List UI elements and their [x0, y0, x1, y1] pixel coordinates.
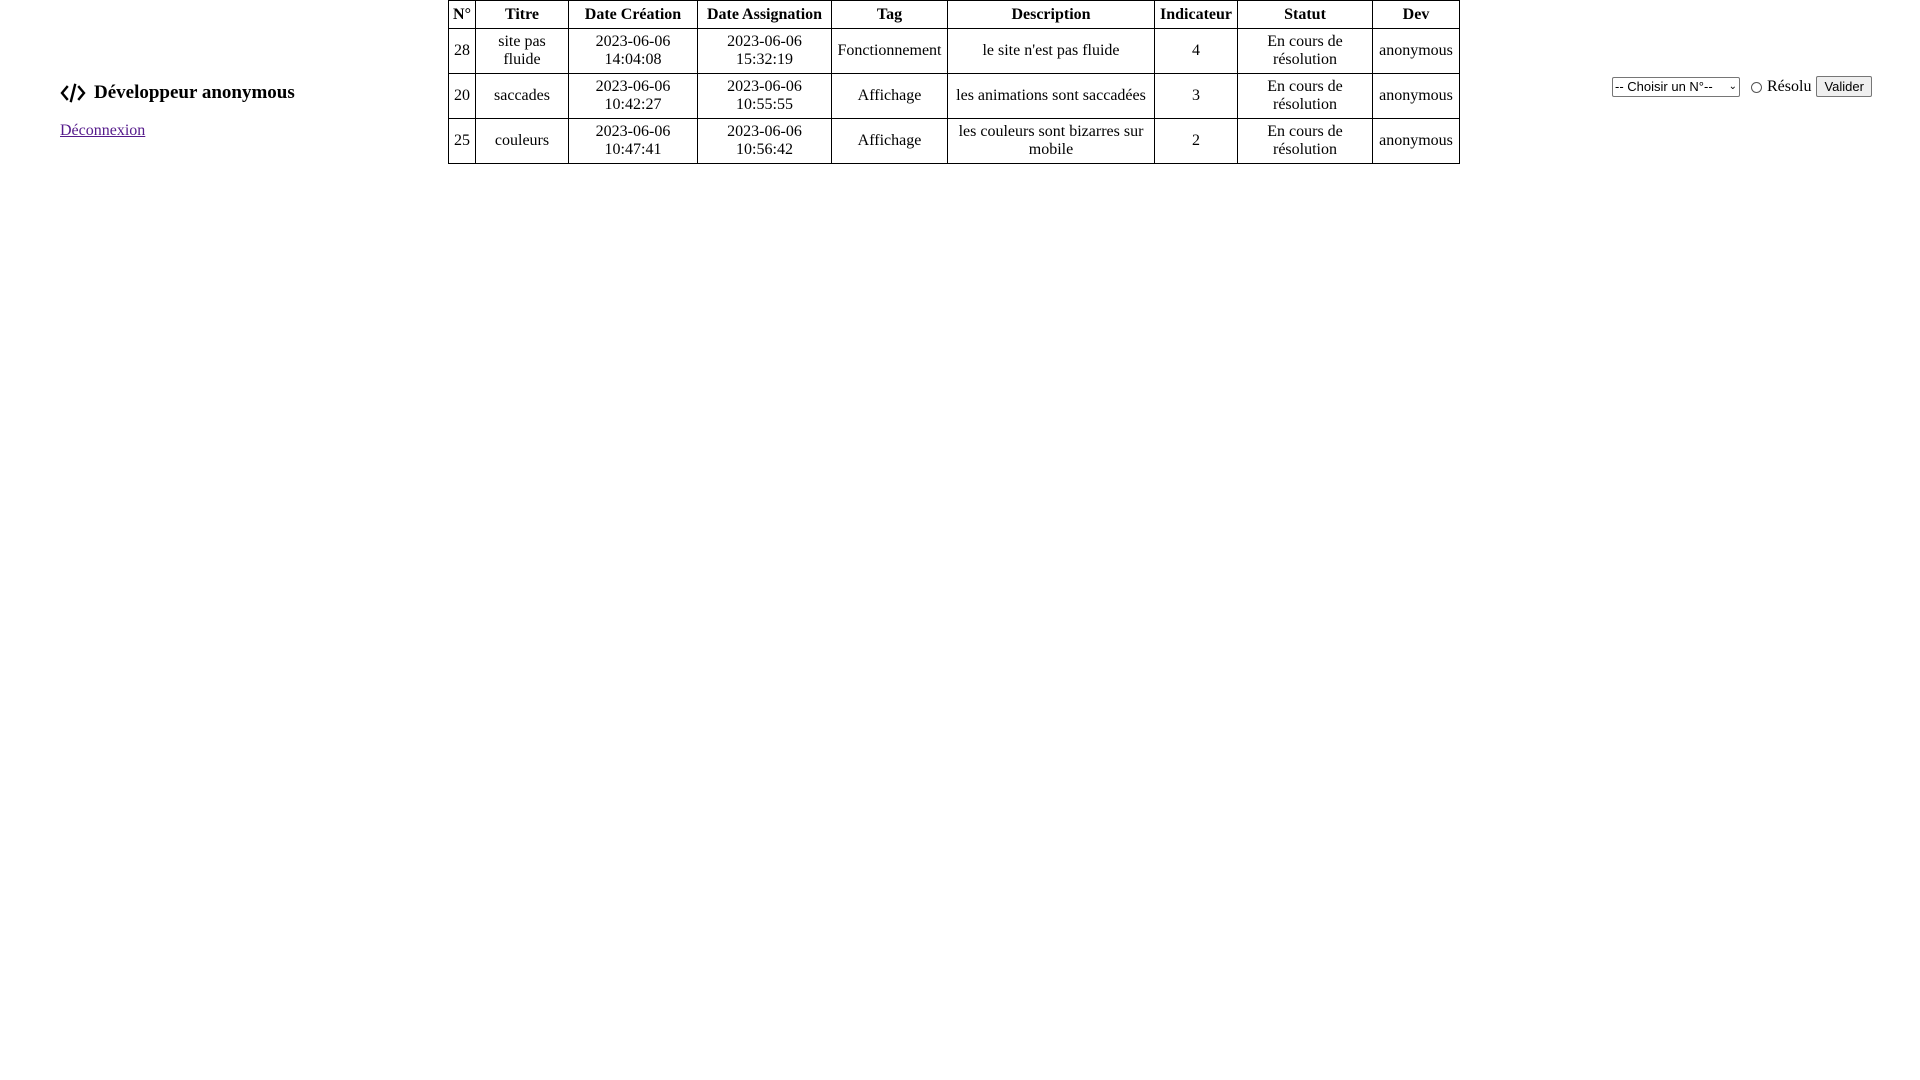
cell-date-assignation: 2023-06-06 10:55:55: [698, 74, 832, 119]
cell-description: les animations sont saccadées: [948, 74, 1155, 119]
cell-date-assignation: 2023-06-06 10:56:42: [698, 119, 832, 164]
cell-tag: Fonctionnement: [832, 29, 948, 74]
cell-indicateur: 4: [1155, 29, 1238, 74]
header-date-creation: Date Création: [569, 1, 698, 29]
cell-description: les couleurs sont bizarres sur mobile: [948, 119, 1155, 164]
logout-link[interactable]: Déconnexion: [60, 122, 146, 139]
table-row: [449, 74, 1460, 119]
table-header-row: [449, 1, 1460, 29]
header-statut: Statut: [1238, 1, 1373, 29]
cell-dev: anonymous: [1373, 74, 1460, 119]
resolved-radio-label: Résolu: [1767, 77, 1812, 95]
cell-titre: site pas fluide: [476, 29, 569, 74]
cell-statut: En cours de résolution: [1238, 29, 1373, 74]
resolved-radio[interactable]: [1751, 82, 1762, 93]
tickets-table: [448, 0, 1460, 164]
cell-dev: anonymous: [1373, 29, 1460, 74]
cell-date-assignation: 2023-06-06 15:32:19: [698, 29, 832, 74]
page-title: [60, 81, 295, 105]
code-icon: [60, 83, 86, 103]
cell-date-creation: 2023-06-06 10:47:41: [569, 119, 698, 164]
cell-tag: Affichage: [832, 119, 948, 164]
table-row: [449, 119, 1460, 164]
header-date-assignation: Date Assignation: [698, 1, 832, 29]
header-dev: Dev: [1373, 1, 1460, 29]
cell-dev: anonymous: [1373, 119, 1460, 164]
cell-indicateur: 2: [1155, 119, 1238, 164]
cell-no: 28: [449, 29, 476, 74]
user-panel: [60, 81, 295, 139]
user-title-text: Développeur anonymous: [94, 82, 295, 103]
cell-tag: Affichage: [832, 74, 948, 119]
cell-titre: saccades: [476, 74, 569, 119]
cell-titre: couleurs: [476, 119, 569, 164]
chevron-down-icon: ⌄: [1728, 81, 1737, 92]
header-description: Description: [948, 1, 1155, 29]
cell-statut: En cours de résolution: [1238, 119, 1373, 164]
table-row: [449, 29, 1460, 74]
ticket-select-value: -- Choisir un N°--: [1615, 79, 1713, 94]
validate-button[interactable]: Valider: [1816, 76, 1872, 97]
cell-description: le site n'est pas fluide: [948, 29, 1155, 74]
header-no: N°: [449, 1, 476, 29]
cell-indicateur: 3: [1155, 74, 1238, 119]
cell-statut: En cours de résolution: [1238, 74, 1373, 119]
header-indicateur: Indicateur: [1155, 1, 1238, 29]
cell-date-creation: 2023-06-06 10:42:27: [569, 74, 698, 119]
cell-no: 25: [449, 119, 476, 164]
header-titre: Titre: [476, 1, 569, 29]
cell-no: 20: [449, 74, 476, 119]
ticket-number-select[interactable]: [1612, 77, 1740, 97]
resolve-form: [1612, 76, 1872, 97]
cell-date-creation: 2023-06-06 14:04:08: [569, 29, 698, 74]
header-tag: Tag: [832, 1, 948, 29]
